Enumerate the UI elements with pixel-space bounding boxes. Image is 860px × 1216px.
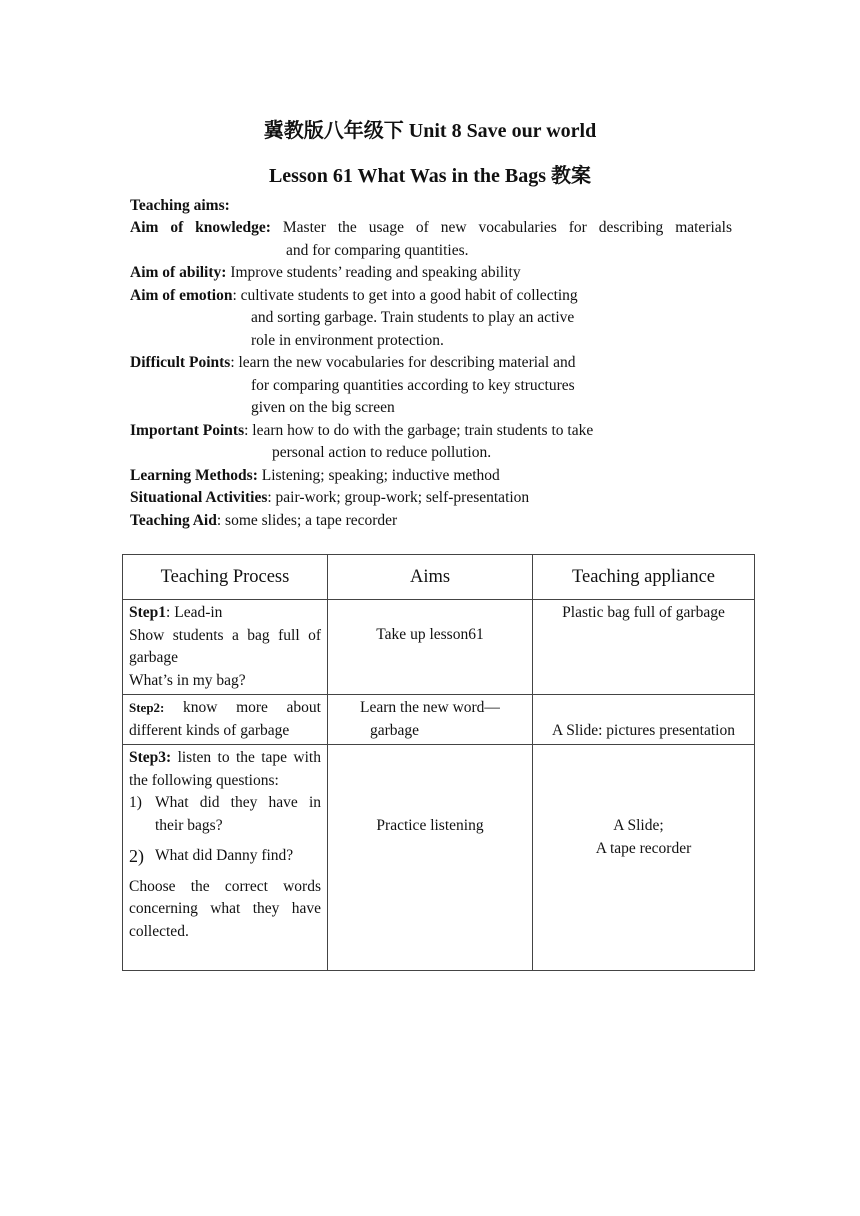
situational-activities: Situational Activities: pair-work; group-work; self-presentation — [130, 489, 530, 506]
aim-knowledge — [130, 217, 732, 240]
step3-appliance: A Slide; A tape recorder — [533, 745, 755, 971]
lesson-title: Lesson 61 What Was in the Bags 教案 — [268, 165, 592, 187]
step1-appliance: Plastic bag full of garbage — [533, 600, 755, 695]
teaching-aid: Teaching Aid: some slides; a tape recorder — [130, 512, 398, 529]
aim-emotion-cont1: and sorting garbage. Train students to play an active — [251, 309, 575, 326]
question-2: 2) What did Danny find? — [129, 846, 294, 866]
aim-knowledge-cont: and for comparing quantities. — [286, 242, 469, 259]
learning-methods: Learning Methods: Listening; speaking; inductive method — [130, 467, 500, 484]
teaching-process-table — [122, 554, 755, 971]
aim-ability: Aim of ability: Improve students’ reading and speaking ability — [130, 264, 521, 281]
table-row — [123, 695, 755, 745]
aim-knowledge-label: Aim of knowledge: — [130, 219, 271, 236]
teaching-aims-heading: Teaching aims: — [130, 197, 230, 214]
header-teaching-process: Teaching Process — [123, 555, 328, 600]
difficult-points-cont1: for comparing quantities according to key structures — [251, 377, 575, 394]
difficult-points: Difficult Points: learn the new vocabularies for describing material and — [130, 354, 576, 371]
aim-emotion-cont2: role in environment protection. — [251, 332, 444, 349]
document-title: 冀教版八年级下 Unit 8 Save our world — [263, 120, 597, 142]
important-points-cont: personal action to reduce pollution. — [272, 444, 492, 461]
table-row — [123, 600, 755, 695]
table-row — [123, 745, 755, 971]
step2-process: Step2: know more about different kinds of garbage — [123, 695, 328, 745]
difficult-points-cont2: given on the big screen — [251, 399, 395, 416]
aim-knowledge-text: Master the usage of new vocabularies for describing materials — [282, 219, 733, 236]
important-points: Important Points: learn how to do with the garbage; train students to take — [130, 422, 594, 439]
step2-appliance: A Slide: pictures presentation — [533, 695, 755, 745]
header-teaching-appliance: Teaching appliance — [533, 555, 755, 600]
step3-note: Choose the correct words concerning what they have collected. — [129, 877, 321, 940]
question-1: 1) What did they have in their bags? — [129, 794, 321, 834]
table-header-row — [123, 555, 755, 600]
aim-emotion: Aim of emotion: cultivate students to get into a good habit of collecting — [130, 287, 578, 304]
step3-process: Step3: listen to the tape with the following questions: 1) What did they have in their bags? 2) What did Danny find? Choose the correct words concerning what they have collected. — [123, 745, 328, 971]
step2-aim: Learn the new word— garbage — [328, 695, 533, 745]
step1-process: Step1: Lead-in Show students a bag full of garbage What’s in my bag? — [123, 600, 328, 695]
step1-aim: Take up lesson61 — [328, 600, 533, 695]
header-aims: Aims — [328, 555, 533, 600]
step3-aim: Practice listening — [328, 745, 533, 971]
